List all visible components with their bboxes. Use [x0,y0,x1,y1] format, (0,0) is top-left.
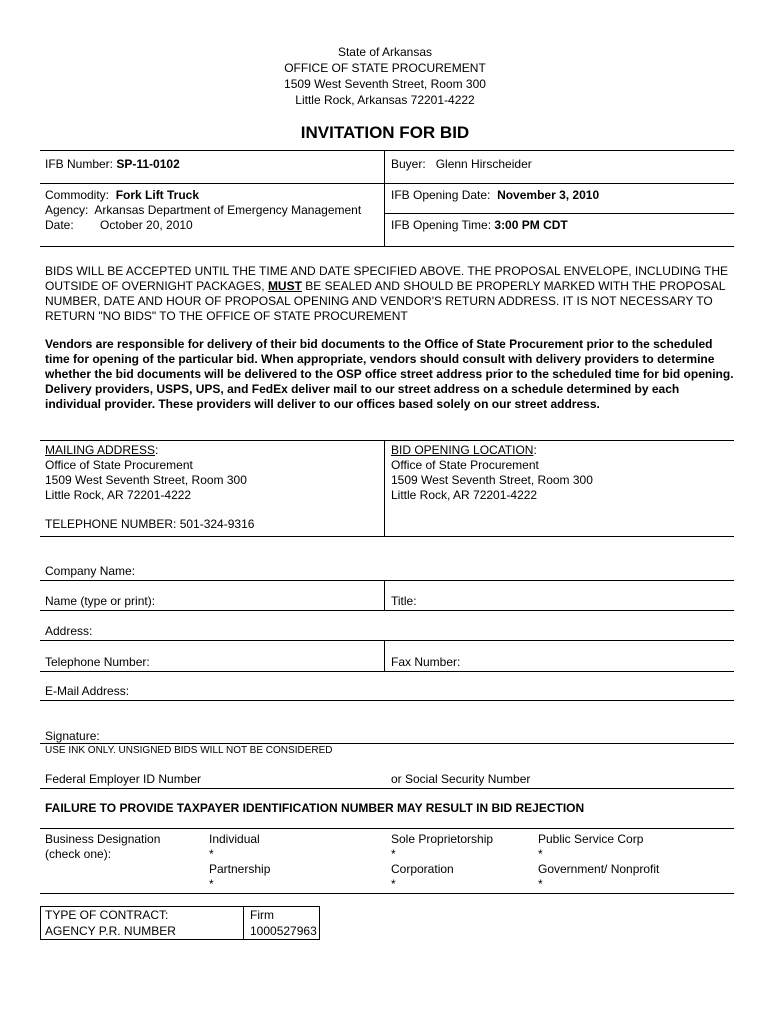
signature-label: Signature: [45,729,100,743]
date-value: October 20, 2010 [100,218,193,232]
fein-line[interactable] [40,788,734,789]
address-box-top [40,440,734,441]
agency-pr-value: 1000527963 [250,924,317,938]
telephone-fax-line[interactable] [40,671,734,672]
table-top-border [40,150,734,151]
agency-label: Agency: [45,203,89,217]
contract-table-divider [243,906,244,940]
opening-date-label: IFB Opening Date: [391,188,491,202]
option-individual-checkbox[interactable]: * [209,847,214,861]
commodity [45,188,199,203]
bid-location-line2: 1509 West Seventh Street, Room 300 [391,473,593,487]
option-public-service-corp: Public Service Corp [538,832,644,846]
fax-label: Fax Number: [391,655,461,669]
contract-type-value: Firm [250,908,274,922]
ifb-number-label: IFB Number: [45,157,114,171]
date-label: Date: [45,218,74,232]
address-line[interactable] [40,640,734,641]
opening-time [391,218,568,233]
bid-location-line3: Little Rock, AR 72201-4222 [391,488,538,502]
header-street: 1509 West Seventh Street, Room 300 [284,77,486,91]
vendor-notice: Vendors are responsible for delivery of their bid documents to the Office of State Procurement prior to the scheduled time for opening of the particular bid. When appropriate, vendors should consult with delivery providers to determine whether the bid documents will be delivered to the OSP office street address prior to the scheduled time for bid opening. Delivery providers, USPS, UPS, and FedEx deliver mail to our street address on a schedule determined by each individual provider. These providers will deliver to our offices based solely on our street address. [45,337,734,411]
address-box-divider [384,440,385,536]
company-name-line[interactable] [40,580,734,581]
address-box-bottom [40,536,734,537]
buyer-label: Buyer: [391,157,426,171]
header-office: OFFICE OF STATE PROCUREMENT [284,61,486,75]
bid-location-colon: : [533,443,537,457]
fein-label: Federal Employer ID Number [45,772,202,786]
telephone-label: Telephone Number: [45,655,150,669]
option-public-service-corp-checkbox[interactable]: * [538,847,543,861]
name-title-divider [384,580,385,610]
issue-date [45,218,74,233]
mailing-line1: Office of State Procurement [45,458,193,472]
mailing-heading [45,443,158,458]
option-individual: Individual [209,832,260,846]
mailing-heading-text: MAILING ADDRESS [45,443,156,457]
title-label: Title: [391,594,417,608]
business-bottom-border [40,893,734,894]
option-corporation: Corporation [391,862,454,876]
email-line[interactable] [40,700,734,701]
option-sole-proprietorship-checkbox[interactable]: * [391,847,396,861]
failure-notice: FAILURE TO PROVIDE TAXPAYER IDENTIFICATION NUMBER MAY RESULT IN BID REJECTION [45,801,585,815]
mailing-colon: : [155,443,159,457]
opening-date-value: November 3, 2010 [497,188,600,202]
mailing-telephone: TELEPHONE NUMBER: 501-324-9316 [45,517,255,531]
page-title: INVITATION FOR BID [300,123,470,142]
opening-time-label: IFB Opening Time: [391,218,492,232]
header-city: Little Rock, Arkansas 72201-4222 [295,93,475,107]
table-row-divider [40,183,734,184]
address-label: Address: [45,624,93,638]
company-name-label: Company Name: [45,564,136,578]
signature-line[interactable] [40,743,734,744]
buyer [391,157,532,172]
bid-notice-part1: BIDS WILL BE ACCEPTED UNTIL THE TIME AND DATE SPECIFIED ABOVE. THE PROPOSAL ENVELOPE, INCLUDING THE OUTSIDE OF OVERNIGHT PACKAGES, [45,264,729,293]
agency-value: Arkansas Department of Emergency Management [94,203,362,217]
email-label: E-Mail Address: [45,684,130,698]
business-label-1: Business Designation [45,832,161,846]
buyer-value: Glenn Hirscheider [435,157,532,171]
header-state: State of Arkansas [337,45,433,59]
business-label-2: (check one): [45,847,112,861]
bid-location-heading-text: BID OPENING LOCATION [391,443,534,457]
table-center-divider [384,150,385,246]
mailing-line2: 1509 West Seventh Street, Room 300 [45,473,247,487]
commodity-label: Commodity: [45,188,110,202]
ifb-number [45,157,180,172]
agency-pr-label: AGENCY P.R. NUMBER [45,924,176,938]
option-corporation-checkbox[interactable]: * [391,877,396,891]
mailing-line3: Little Rock, AR 72201-4222 [45,488,192,502]
ssn-label: or Social Security Number [391,772,531,786]
telephone-fax-divider [384,640,385,671]
bid-notice-must: MUST [267,279,302,293]
commodity-value: Fork Lift Truck [115,188,200,202]
ink-note: USE INK ONLY. UNSIGNED BIDS WILL NOT BE CONSIDERED [45,745,333,756]
opening-date [391,188,599,203]
name-title-line[interactable] [40,610,734,611]
name-label: Name (type or print): [45,594,156,608]
table-bottom-border [40,246,734,247]
option-government-nonprofit: Government/ Nonprofit [538,862,660,876]
option-partnership: Partnership [209,862,271,876]
bid-location-line1: Office of State Procurement [391,458,539,472]
bid-notice [45,264,735,324]
agency [45,203,361,218]
opening-time-value: 3:00 PM CDT [494,218,568,232]
table-right-divider [384,213,734,214]
ifb-number-value: SP-11-0102 [116,157,180,171]
bid-location-heading [391,443,537,458]
option-government-nonprofit-checkbox[interactable]: * [538,877,543,891]
business-top-border [40,828,734,829]
contract-type-label: TYPE OF CONTRACT: [45,908,169,922]
bid-notice-part2: BE SEALED AND SHOULD BE PROPERLY MARKED WITH THE PROPOSAL NUMBER, DATE AND HOUR OF PROPOSAL OPENING AND VENDOR'S RETURN ADDRESS. IT IS NOT NECESSARY TO RETURN "NO BIDS" TO THE OFFICE OF STATE PROCUREMENT [45,279,725,323]
option-partnership-checkbox[interactable]: * [209,877,214,891]
option-sole-proprietorship: Sole Proprietorship [391,832,494,846]
